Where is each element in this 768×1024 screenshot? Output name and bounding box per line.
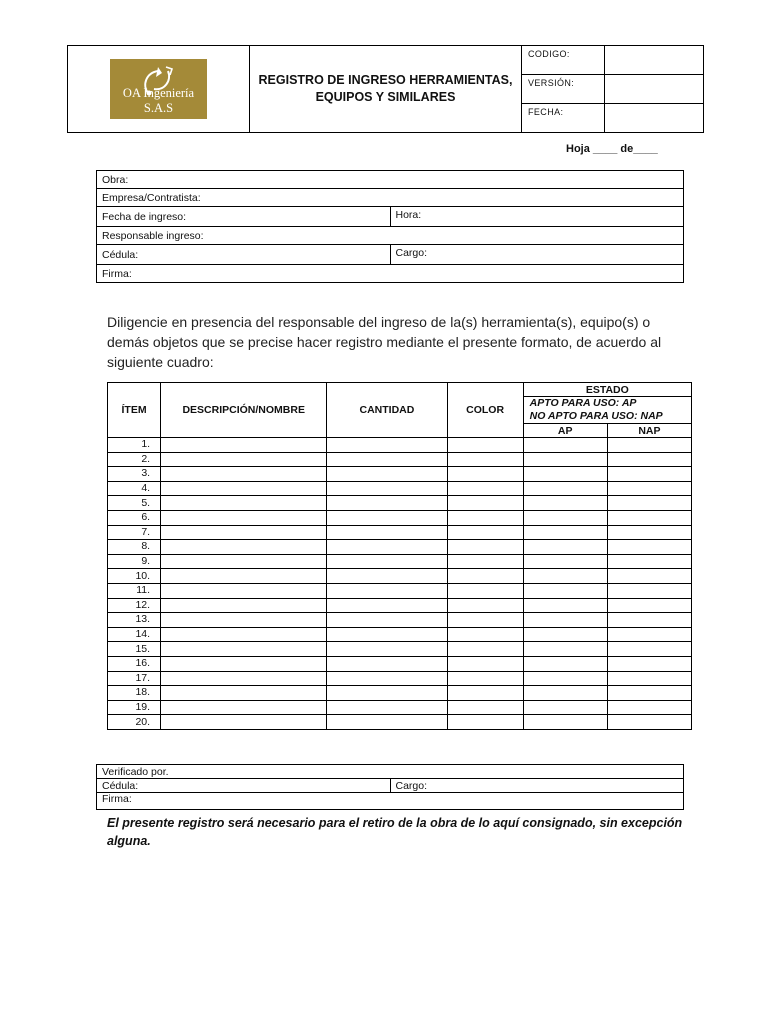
- table-row: [108, 627, 692, 642]
- row-desc-cell[interactable]: [161, 715, 327, 730]
- verif-cedula-field[interactable]: Cédula:: [97, 779, 391, 793]
- row-nap-cell[interactable]: [607, 656, 691, 671]
- company-logo: [110, 59, 207, 119]
- row-desc-cell[interactable]: [161, 496, 327, 511]
- row-ap-cell[interactable]: [523, 613, 607, 628]
- row-cant-cell[interactable]: [327, 554, 447, 569]
- fecha-ingreso-field[interactable]: Fecha de ingreso:: [97, 207, 391, 227]
- row-color-cell[interactable]: [447, 540, 523, 555]
- row-ap-cell[interactable]: [523, 481, 607, 496]
- row-number: 18.: [108, 686, 161, 701]
- row-color-cell[interactable]: [447, 554, 523, 569]
- row-nap-cell[interactable]: [607, 525, 691, 540]
- row-desc-cell[interactable]: [161, 438, 327, 453]
- row-desc-cell[interactable]: [161, 613, 327, 628]
- estado-header: ESTADO: [523, 383, 691, 397]
- row-cant-cell[interactable]: [327, 525, 447, 540]
- row-color-cell[interactable]: [447, 671, 523, 686]
- verification-box: [96, 764, 684, 810]
- row-ap-cell[interactable]: [523, 598, 607, 613]
- version-label: VERSIÓN:: [522, 75, 605, 104]
- row-color-cell[interactable]: [447, 598, 523, 613]
- obra-field[interactable]: Obra:: [97, 171, 684, 189]
- row-cant-cell[interactable]: [327, 715, 447, 730]
- row-cant-cell[interactable]: [327, 656, 447, 671]
- row-cant-cell[interactable]: [327, 540, 447, 555]
- row-nap-cell[interactable]: [607, 554, 691, 569]
- row-color-cell[interactable]: [447, 642, 523, 657]
- row-cant-cell[interactable]: [327, 583, 447, 598]
- row-ap-cell[interactable]: [523, 656, 607, 671]
- row-ap-cell[interactable]: [523, 452, 607, 467]
- row-cant-cell[interactable]: [327, 467, 447, 482]
- row-desc-cell[interactable]: [161, 510, 327, 525]
- row-desc-cell[interactable]: [161, 598, 327, 613]
- row-cant-cell[interactable]: [327, 438, 447, 453]
- row-number: 15.: [108, 642, 161, 657]
- info-box: [96, 170, 684, 283]
- row-color-cell[interactable]: [447, 686, 523, 701]
- row-number: 6.: [108, 510, 161, 525]
- verificado-field[interactable]: Verificado por.: [97, 765, 684, 779]
- row-nap-cell[interactable]: [607, 715, 691, 730]
- row-color-cell[interactable]: [447, 700, 523, 715]
- row-desc-cell[interactable]: [161, 452, 327, 467]
- table-row: [108, 656, 692, 671]
- table-row: [108, 598, 692, 613]
- row-desc-cell[interactable]: [161, 554, 327, 569]
- cedula-field[interactable]: Cédula:: [97, 245, 391, 265]
- items-table: [107, 382, 692, 730]
- row-color-cell[interactable]: [447, 467, 523, 482]
- row-color-cell[interactable]: [447, 613, 523, 628]
- nap-header: NAP: [607, 424, 691, 438]
- codigo-label: CODIGO:: [522, 46, 605, 75]
- row-nap-cell[interactable]: [607, 627, 691, 642]
- verif-firma-field[interactable]: Firma:: [97, 793, 684, 810]
- responsable-field[interactable]: Responsable ingreso:: [97, 227, 684, 245]
- row-nap-cell[interactable]: [607, 540, 691, 555]
- table-row: [108, 496, 692, 511]
- table-row: [108, 583, 692, 598]
- version-value[interactable]: [605, 75, 704, 104]
- row-number: 8.: [108, 540, 161, 555]
- row-number: 9.: [108, 554, 161, 569]
- row-number: 5.: [108, 496, 161, 511]
- row-color-cell[interactable]: [447, 656, 523, 671]
- row-ap-cell[interactable]: [523, 438, 607, 453]
- row-desc-cell[interactable]: [161, 671, 327, 686]
- row-ap-cell[interactable]: [523, 715, 607, 730]
- descripcion-header: DESCRIPCIÓN/NOMBRE: [161, 383, 327, 438]
- row-number: 19.: [108, 700, 161, 715]
- row-number: 7.: [108, 525, 161, 540]
- row-nap-cell[interactable]: [607, 438, 691, 453]
- row-nap-cell[interactable]: [607, 598, 691, 613]
- row-number: 13.: [108, 613, 161, 628]
- row-number: 2.: [108, 452, 161, 467]
- row-ap-cell[interactable]: [523, 671, 607, 686]
- row-nap-cell[interactable]: [607, 569, 691, 584]
- apto-legend: APTO PARA USO: AP: [529, 397, 637, 409]
- row-color-cell[interactable]: [447, 583, 523, 598]
- row-color-cell[interactable]: [447, 452, 523, 467]
- row-desc-cell[interactable]: [161, 583, 327, 598]
- row-number: 12.: [108, 598, 161, 613]
- empresa-field[interactable]: Empresa/Contratista:: [97, 189, 684, 207]
- row-number: 14.: [108, 627, 161, 642]
- row-cant-cell[interactable]: [327, 496, 447, 511]
- row-desc-cell[interactable]: [161, 642, 327, 657]
- document-header: [67, 45, 704, 133]
- firma-field[interactable]: Firma:: [97, 265, 684, 283]
- row-desc-cell[interactable]: [161, 569, 327, 584]
- table-row: [108, 715, 692, 730]
- row-color-cell[interactable]: [447, 525, 523, 540]
- hora-field[interactable]: Hora:: [390, 207, 684, 227]
- row-ap-cell[interactable]: [523, 642, 607, 657]
- logo-text: OA Ingeniería S.A.S: [122, 86, 195, 115]
- row-desc-cell[interactable]: [161, 540, 327, 555]
- row-ap-cell[interactable]: [523, 627, 607, 642]
- row-nap-cell[interactable]: [607, 686, 691, 701]
- row-cant-cell[interactable]: [327, 642, 447, 657]
- row-cant-cell[interactable]: [327, 700, 447, 715]
- row-color-cell[interactable]: [447, 481, 523, 496]
- row-nap-cell[interactable]: [607, 671, 691, 686]
- row-desc-cell[interactable]: [161, 481, 327, 496]
- table-row: [108, 554, 692, 569]
- row-color-cell[interactable]: [447, 627, 523, 642]
- row-ap-cell[interactable]: [523, 496, 607, 511]
- color-header: COLOR: [447, 383, 523, 438]
- row-number: 10.: [108, 569, 161, 584]
- row-color-cell[interactable]: [447, 510, 523, 525]
- row-number: 17.: [108, 671, 161, 686]
- table-row: [108, 438, 692, 453]
- table-row: [108, 569, 692, 584]
- row-cant-cell[interactable]: [327, 686, 447, 701]
- row-nap-cell[interactable]: [607, 467, 691, 482]
- row-nap-cell[interactable]: [607, 481, 691, 496]
- table-row: [108, 510, 692, 525]
- row-number: 1.: [108, 438, 161, 453]
- row-number: 16.: [108, 656, 161, 671]
- table-row: [108, 452, 692, 467]
- row-ap-cell[interactable]: [523, 525, 607, 540]
- table-row: [108, 642, 692, 657]
- fecha-value[interactable]: [605, 104, 704, 133]
- row-ap-cell[interactable]: [523, 467, 607, 482]
- table-row: [108, 525, 692, 540]
- row-color-cell[interactable]: [447, 438, 523, 453]
- row-cant-cell[interactable]: [327, 481, 447, 496]
- row-desc-cell[interactable]: [161, 627, 327, 642]
- table-row: [108, 686, 692, 701]
- table-row: [108, 671, 692, 686]
- instructions-text: Diligencie en presencia del responsable del ingreso de la(s) herramienta(s), equipo(s) o demás objetos que se precise hacer registro mediante el presente formato, de acuerdo al siguiente cuadro:: [107, 314, 662, 370]
- row-desc-cell[interactable]: [161, 656, 327, 671]
- row-nap-cell[interactable]: [607, 583, 691, 598]
- cargo-field[interactable]: Cargo:: [390, 245, 684, 265]
- row-nap-cell[interactable]: [607, 613, 691, 628]
- row-desc-cell[interactable]: [161, 525, 327, 540]
- row-ap-cell[interactable]: [523, 686, 607, 701]
- title-line-1: REGISTRO DE INGRESO HERRAMIENTAS,: [258, 73, 513, 87]
- row-ap-cell[interactable]: [523, 510, 607, 525]
- footer-note: El presente registro será necesario para el retiro de la obra de lo aquí consignado, sin excepción alguna.: [107, 816, 683, 848]
- row-number: 3.: [108, 467, 161, 482]
- row-desc-cell[interactable]: [161, 686, 327, 701]
- row-number: 4.: [108, 481, 161, 496]
- cantidad-header: CANTIDAD: [327, 383, 447, 438]
- row-nap-cell[interactable]: [607, 452, 691, 467]
- row-ap-cell[interactable]: [523, 554, 607, 569]
- logo-cell: [68, 46, 250, 133]
- page-counter: Hoja ____ de____: [566, 143, 658, 155]
- row-cant-cell[interactable]: [327, 613, 447, 628]
- row-ap-cell[interactable]: [523, 540, 607, 555]
- table-row: [108, 613, 692, 628]
- row-color-cell[interactable]: [447, 715, 523, 730]
- row-cant-cell[interactable]: [327, 671, 447, 686]
- ap-header: AP: [523, 424, 607, 438]
- title-line-2: EQUIPOS Y SIMILARES: [315, 90, 456, 104]
- row-nap-cell[interactable]: [607, 496, 691, 511]
- table-row: [108, 481, 692, 496]
- fecha-label: FECHA:: [522, 104, 605, 133]
- item-header: ÍTEM: [108, 383, 161, 438]
- row-desc-cell[interactable]: [161, 700, 327, 715]
- row-cant-cell[interactable]: [327, 627, 447, 642]
- verif-cargo-field[interactable]: Cargo:: [390, 779, 684, 793]
- table-row: [108, 467, 692, 482]
- codigo-value[interactable]: [605, 46, 704, 75]
- row-number: 11.: [108, 583, 161, 598]
- row-nap-cell[interactable]: [607, 700, 691, 715]
- row-cant-cell[interactable]: [327, 569, 447, 584]
- row-nap-cell[interactable]: [607, 510, 691, 525]
- row-ap-cell[interactable]: [523, 700, 607, 715]
- document-title: [250, 46, 522, 133]
- row-desc-cell[interactable]: [161, 467, 327, 482]
- row-ap-cell[interactable]: [523, 583, 607, 598]
- row-number: 20.: [108, 715, 161, 730]
- no-apto-legend: NO APTO PARA USO: NAP: [529, 410, 663, 422]
- row-cant-cell[interactable]: [327, 452, 447, 467]
- row-nap-cell[interactable]: [607, 642, 691, 657]
- row-color-cell[interactable]: [447, 569, 523, 584]
- row-ap-cell[interactable]: [523, 569, 607, 584]
- table-row: [108, 540, 692, 555]
- row-color-cell[interactable]: [447, 496, 523, 511]
- table-row: [108, 700, 692, 715]
- estado-legend: [523, 397, 691, 424]
- row-cant-cell[interactable]: [327, 598, 447, 613]
- row-cant-cell[interactable]: [327, 510, 447, 525]
